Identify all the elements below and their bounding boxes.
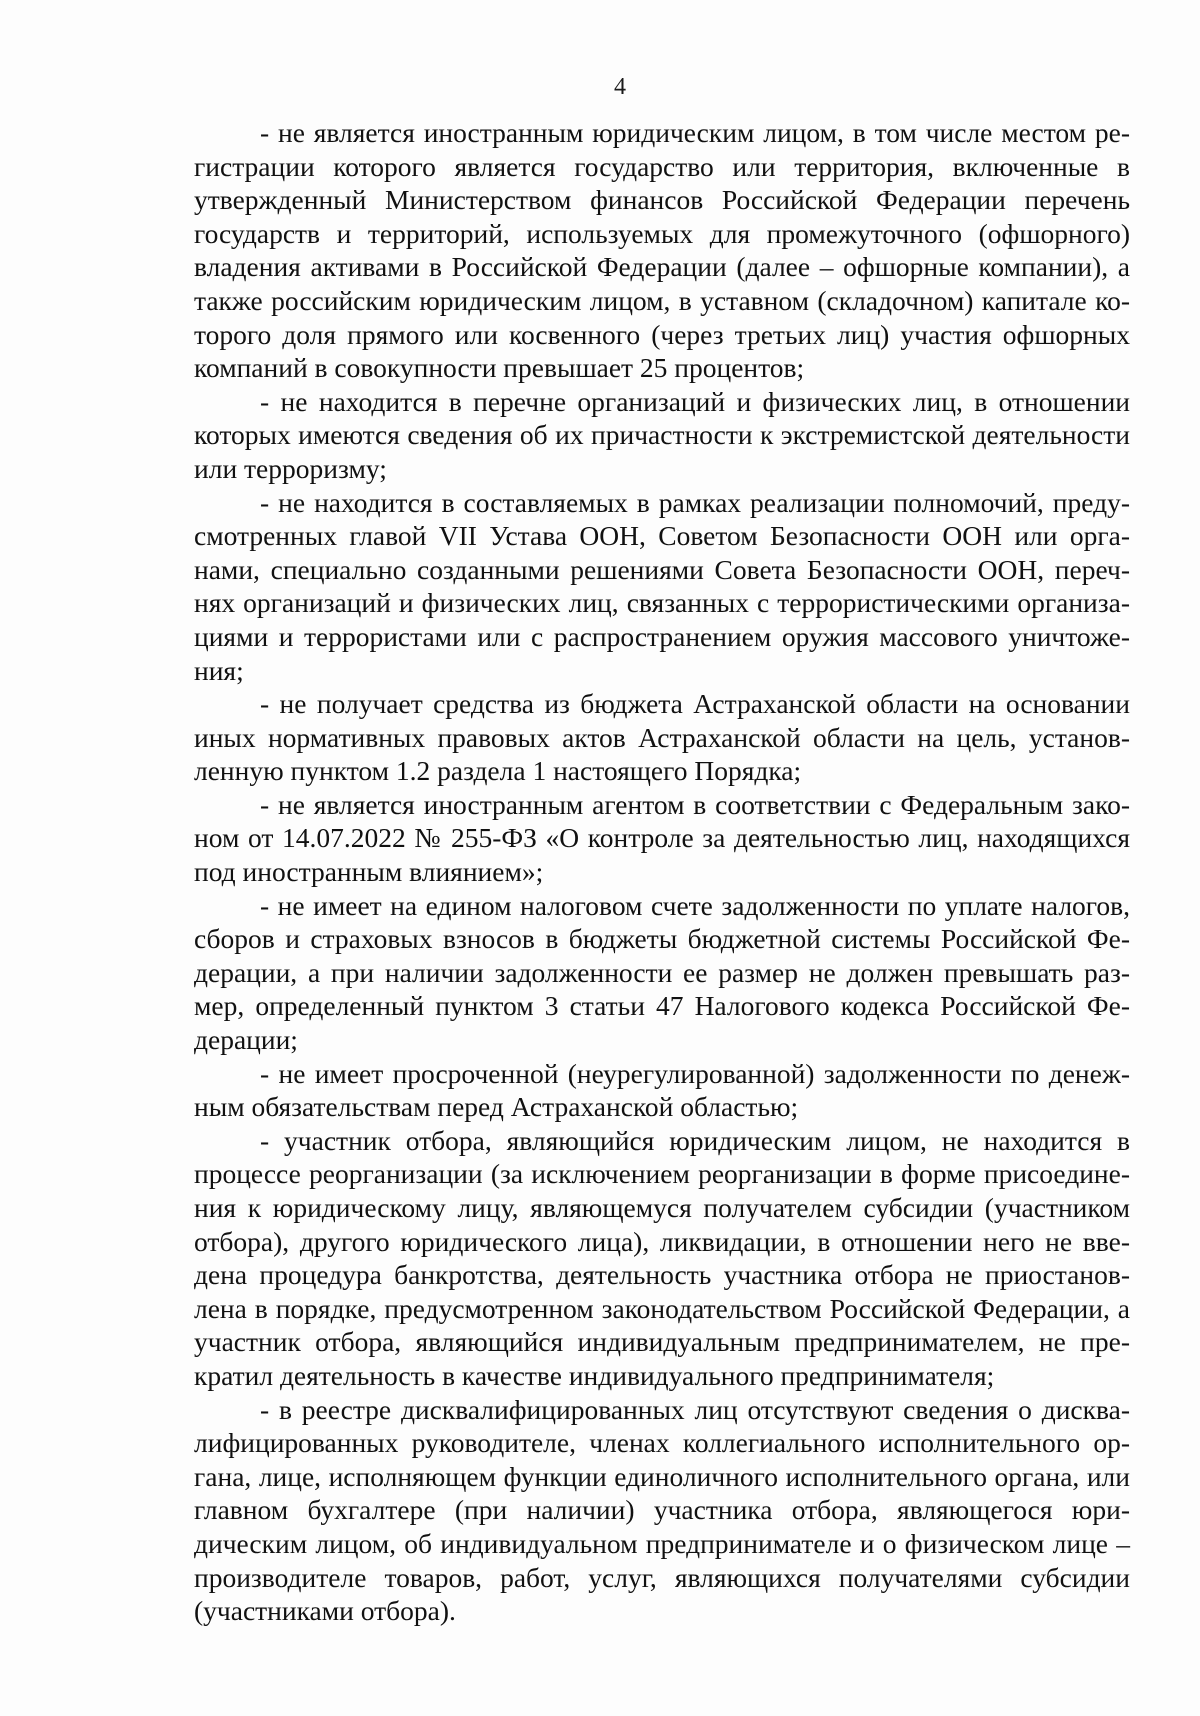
document-body — [194, 116, 1130, 1628]
paragraph-overdue-debt: - не имеет просроченной (неурегулированной) задолженности по денежным обязательствам перед Астраханской областью; — [194, 1057, 1130, 1123]
paragraph-tax-debt: - не имеет на едином налоговом счете задолженности по уплате налогов, сборов и страховых взносов в бюджеты бюджетной системы Российской Федерации, а при наличии задолженности ее размер не должен превышать размер, определенный пунктом 3 статьи 47 Налогового кодекса Российской Федерации; — [194, 889, 1130, 1056]
paragraph-un-lists: - не находится в составляемых в рамках реализации полномочий, предусмотренных главой VII Устава ООН, Советом Безопасности ООН или органами, специально созданными решениями Совета Безопасности ООН, перечнях организаций и физических лиц, связанных с террористическими организациями и террористами или с распространением оружия массового уничтожения; — [194, 486, 1130, 686]
paragraph-disqualified-register: - в реестре дисквалифицированных лиц отсутствуют сведения о дисквалифицированных руководителе, членах коллегиального исполнительного органа, лице, исполняющем функции единоличного исполнительного органа, или главном бухгалтере (при наличии) участника отбора, являющегося юридическим лицом, об индивидуальном предпринимателе и о физическом лице – производителе товаров, работ, услуг, являющихся получателями субсидии (участниками отбора). — [194, 1393, 1130, 1627]
paragraph-foreign-agent: - не является иностранным агентом в соответствии с Федеральным законом от 14.07.2022 № 255-ФЗ «О контроле за деятельностью лиц, находящихся под иностранным влиянием»; — [194, 788, 1130, 888]
page-number: 4 — [614, 74, 626, 100]
paragraph-budget-funds: - не получает средства из бюджета Астраханской области на основании иных нормативных правовых актов Астраханской области на цель, установленную пунктом 1.2 раздела 1 настоящего Порядка; — [194, 688, 1130, 787]
paragraph-extremism: - не находится в перечне организаций и физических лиц, в отношении которых имеются сведения об их причастности к экстремистской деятельности или терроризму; — [194, 385, 1130, 484]
paragraph-offshore: - не является иностранным юридическим лицом, в том числе местом регистрации которого является государство или территория, включенные в утвержденный Министерством финансов Российской Федерации перечень государств и территорий, используемых для промежуточного (офшорного) владения активами в Российской Федерации (далее – офшорные компании), а также российским юридическим лицом, в уставном (складочном) капитале которого доля прямого или косвенного (через третьих лиц) участия офшорных компаний в совокупности превышает 25 процентов; — [194, 117, 1130, 384]
paragraph-reorganization: - участник отбора, являющийся юридическим лицом, не находится в процессе реорганизации (за исключением реорганизации в форме присоединения к юридическому лицу, являющемуся получателем субсидии (участником отбора), другого юридического лица), ликвидации, в отношении него не введена процедура банкротства, деятельность участника отбора не приостановлена в порядке, предусмотренном законодательством Российской Федерации, а участник отбора, являющийся индивидуальным предпринимателем, не прекратил деятельность в качестве индивидуального предпринимателя; — [194, 1124, 1130, 1391]
